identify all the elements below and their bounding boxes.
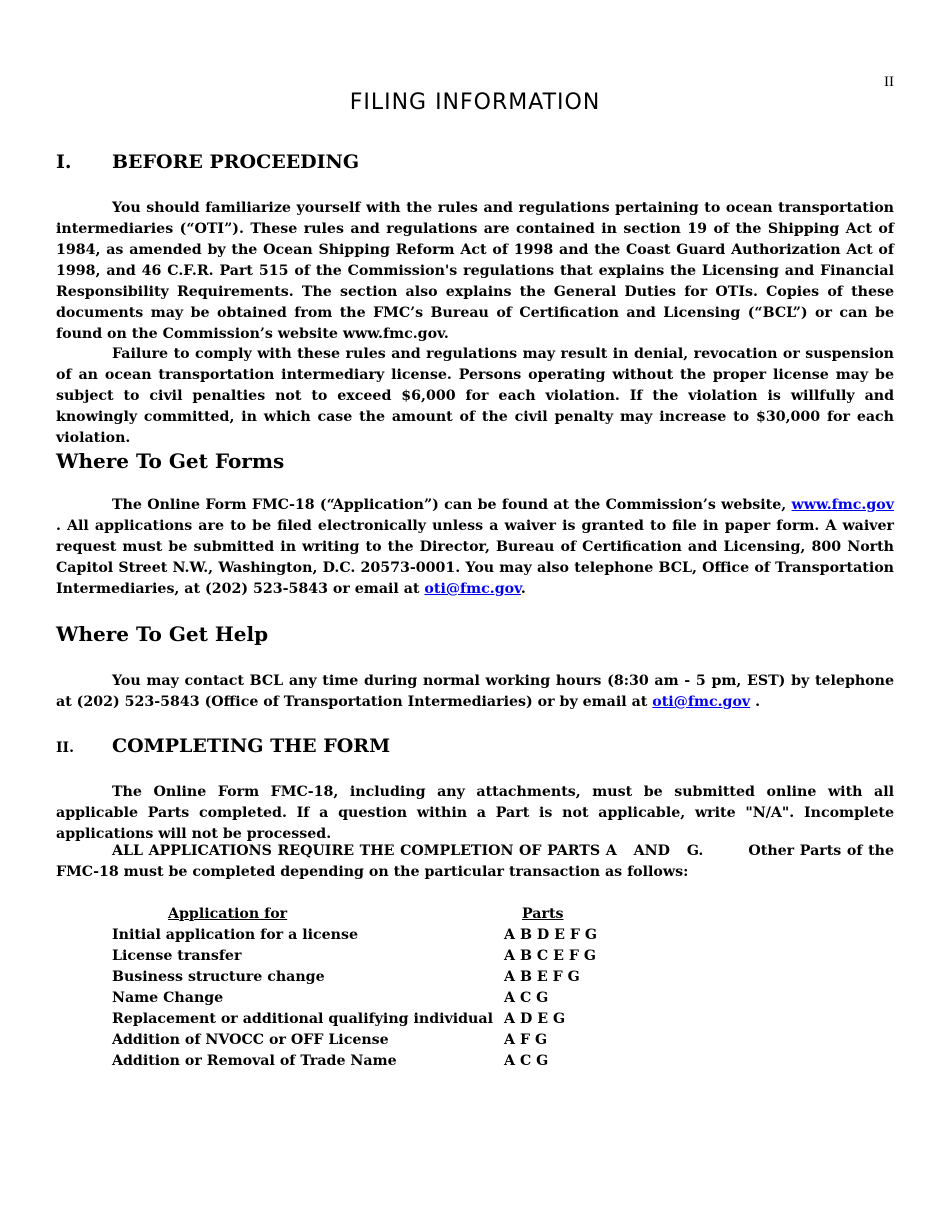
paragraph-get-forms <box>56 495 894 600</box>
table-row <box>112 1030 624 1051</box>
application-parts-table <box>112 904 624 1072</box>
help-text-after: . <box>750 694 761 710</box>
row-parts: A F G <box>504 1032 548 1048</box>
row-application: Addition or Removal of Trade Name <box>112 1053 397 1069</box>
heading-where-to-get-forms: Where To Get Forms <box>56 449 285 473</box>
row-application: Replacement or additional qualifying individual <box>112 1011 493 1027</box>
row-parts: A D E G <box>504 1011 566 1027</box>
paragraph-online-form: The Online Form FMC-18, including any attachments, must be submitted online with all applicable Parts completed. If a question within a Part is not applicable, write "N/A". Incomplete applications will not be processed. <box>56 784 894 842</box>
row-application: Initial application for a license <box>112 927 358 943</box>
page-title: FILING INFORMATION <box>349 90 601 115</box>
heading-where-to-get-help: Where To Get Help <box>56 622 269 646</box>
table-header-row <box>112 904 624 925</box>
row-application: Name Change <box>112 990 224 1006</box>
table-row <box>112 1051 624 1072</box>
row-parts: A C G <box>504 990 549 1006</box>
table-row <box>112 967 624 988</box>
forms-text-after: . <box>520 581 526 597</box>
section-title: BEFORE PROCEEDING <box>112 151 360 173</box>
section-heading-completing-the-form <box>56 735 390 757</box>
row-parts: A C G <box>504 1053 549 1069</box>
oti-email-link[interactable]: oti@fmc.gov <box>424 581 521 597</box>
section-number: II. <box>56 740 74 756</box>
forms-text-middle: . All applications are to be filed electronically unless a waiver is granted to file in paper form. A waiver request must be submitted in writing to the Director, Bureau of Certification and Licensing, 800 North Capitol Street N.W., Washington, D.C. 20573-0001. You may also telephone BCL, Office of Transportation Intermediaries, at (202) 523-5843 or email at <box>56 518 894 597</box>
paragraph-failure-to-comply: Failure to comply with these rules and regulations may result in denial, revocation or suspension of an ocean transportation intermediary license. Persons operating without the proper license may be subject to civil penalties not to exceed $6,000 for each violation. If the violation is willfully and knowingly committed, in which case the amount of the civil penalty may increase to $30,000 for each violation. <box>56 346 894 446</box>
header-parts: Parts <box>522 906 564 922</box>
section-number: I. <box>56 151 72 173</box>
oti-email-link-help[interactable]: oti@fmc.gov <box>652 694 751 710</box>
table-row <box>112 988 624 1009</box>
row-application: Business structure change <box>112 969 325 985</box>
forms-text-before: The Online Form FMC-18 (“Application”) can be found at the Commission’s website, <box>112 497 792 513</box>
section-title: COMPLETING THE FORM <box>112 735 391 757</box>
header-application-for: Application for <box>168 906 288 922</box>
paragraph-rules-regulations: You should familiarize yourself with the rules and regulations pertaining to ocean transportation intermediaries (“OTI”). These rules and regulations are contained in section 19 of the Shipping Act of 1984, as amended by the Ocean Shipping Reform Act of 1998 and the Coast Guard Authorization Act of 1998, and 46 C.F.R. Part 515 of the Commission's regulations that explains the Licensing and Financial Responsibility Requirements. The section also explains the General Duties for OTIs. Copies of these documents may be obtained from the FMC’s Bureau of Certification and Licensing (“BCL”) or can be found on the Commission’s website www.fmc.gov. <box>56 200 894 342</box>
row-parts: A B C E F G <box>504 948 596 964</box>
paragraph-get-help <box>56 671 894 713</box>
section-heading-before-proceeding <box>56 151 359 173</box>
paragraph-all-applications: ALL APPLICATIONS REQUIRE THE COMPLETION OF PARTS A AND G. Other Parts of the FMC-18 must be completed depending on the particular transaction as follows: <box>56 843 899 880</box>
row-parts: A B E F G <box>504 969 580 985</box>
row-application: Addition of NVOCC or OFF License <box>112 1032 389 1048</box>
page-number: II <box>884 74 894 90</box>
table-row <box>112 946 624 967</box>
row-application: License transfer <box>112 948 242 964</box>
help-text-before: You may contact BCL any time during normal working hours (8:30 am - 5 pm, EST) by telephone at (202) 523-5843 (Office of Transportation Intermediaries) or by email at <box>56 673 894 710</box>
table-row <box>112 1009 624 1030</box>
fmc-website-link[interactable]: www.fmc.gov <box>791 497 894 513</box>
row-parts: A B D E F G <box>504 927 598 943</box>
table-row <box>112 925 624 946</box>
